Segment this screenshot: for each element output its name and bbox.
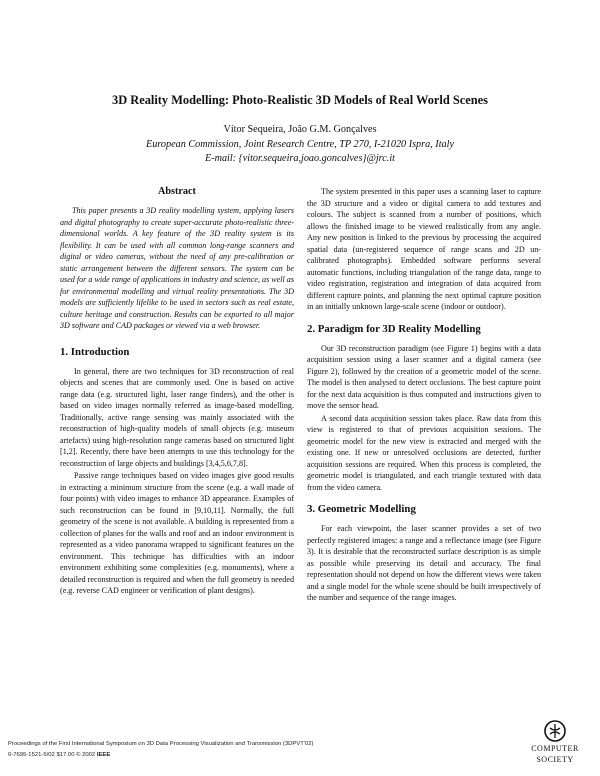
geometric-paragraph-1: For each viewpoint, the laser scanner provides a set of two perfectly registered images: a range and a reflectance image (see Figure 3). It is desirable that the reconstructed surface description is as simple as possible while preserving its detail and accuracy. The final representation should not depend on how the different views were taken and a single model for the whole scene should be built irrespectively of the number and sequence of the range images.: [307, 524, 541, 602]
logo-text-line-2: SOCIETY: [536, 755, 574, 764]
footer-proceedings: Proceedings of the First International Symposium on 3D Data Processing Visualization and Transmission (3DPVT'02): [8, 741, 314, 747]
paradigm-paragraph-2: A second data acquisition session takes place. Raw data from this view is registered to that of previous acquisition sessions. The geometric model for the new view is extracted and merged with the existing one. If new or unresolved occlusions are detected, further acquisition sessions are required. When this process is completed, the geometric model is triangulated, and each triangle textured with data from the video camera.: [307, 413, 541, 492]
section-heading-paradigm: 2. Paradigm for 3D Reality Modelling: [307, 322, 481, 335]
paper-title: 3D Reality Modelling: Photo-Realistic 3D Models of Real World Scenes: [112, 93, 488, 107]
affiliation: European Commission, Joint Research Centre, TP 270, I-21020 Ispra, Italy: [146, 139, 454, 150]
computer-society-logo: [520, 720, 590, 770]
abstract-heading: Abstract: [158, 186, 196, 197]
section-heading-geometric: 3. Geometric Modelling: [307, 503, 416, 515]
footer-publisher: IEEE: [96, 752, 111, 758]
left-column: [60, 186, 294, 597]
right-column: [307, 186, 541, 604]
email: E-mail: {vitor.sequeira,joao.goncalves}@jrc.it: [204, 153, 395, 164]
footer-isbn: 0-7695-1521-5/02 $17.00 © 2002: [8, 752, 96, 758]
footer-copyright: [8, 752, 110, 758]
abstract-text: This paper presents a 3D reality modelling system, applying lasers and digital photography to create super-accurate photo-realistic three-dimensional worlds. A key feature of the 3D reality system is its flexibility. It can be used with all common long-range scanners and digital or video cameras, without the need of any pre-calibration or static arrangement between the different sensors. The system can be used for a wide range of applications in industry and science, as well as for environmental modelling and virtual reality presentations. The 3D models are sufficiently lifelike to be used in sectors such as real estate, culture heritage and construction. Results can be exported to all major 3D software and CAD packages or viewed via a web browser.: [60, 206, 294, 330]
system-paragraph: The system presented in this paper uses a scanning laser to capture the 3D structure and a video or digital camera to add textures and colours. The subject is scanned from a number of positions, which allows the finished image to be viewed realistically from any angle. Any new position is linked to the previous by processing the acquired spatial data (un-registered sequence of range scans and 2D un-calibrated photographs). Embedded software performs several automatic functions, including triangulation of the range data, range to video registration, registration and integration of data acquired from different capture points, and planning the next optimal capture position in an initially unknown large-scale scene (indoor or outdoor).: [307, 187, 541, 311]
intro-paragraph-1: In general, there are two techniques for 3D reconstruction of real objects and scenes that are commonly used. One is based on active range data (e.g. structured light, laser range finders), and the other is based on video images normally referred as image-based modelling. Traditionally, active range sensing was mainly associated with the reconstruction of high-quality models of small objects (e.g. museum artefacts) using high-resolution range cameras based on structured light [1,2]. Recently, there have been attempts to use this technology for the reconstruction of large objects and buildings [3,4,5,6,7,8].: [60, 366, 294, 468]
section-heading-introduction: 1. Introduction: [60, 345, 130, 358]
authors: Vítor Sequeira, João G.M. Gonçalves: [223, 124, 377, 135]
intro-paragraph-2: Passive range techniques based on video images give good results in extracting a minimum structure from the scene (e.g. a wall made of four points) with video images to enhance 3D appearance. Examples of such reconstruction can be found in [9,10,11]. Normally, the full geometry of the scene is not available. A building is represented from a collection of planes for the walls and roof and an indoor environment is represented as a video panorama wrapped to significant features on the environment. This technique has difficulties with an indoor environment exhibiting some complexities (e.g. monuments), where a detailed reconstruction is required and when the full geometry is needed (e.g. reverse CAD engineer or verification of plant designs).: [60, 471, 294, 595]
computer-society-icon: [544, 720, 566, 742]
logo-text-line-1: COMPUTER: [531, 744, 579, 753]
paradigm-paragraph-1: Our 3D reconstruction paradigm (see Figure 1) begins with a data acquisition session using a laser scanner and a digital camera (see Figure 2), followed by the creation of a geometric model of the scene. The model is then analysed to detect occlusions. The best capture point for the next data acquisition is thus computed and instructions given to move the sensor head.: [307, 343, 541, 410]
